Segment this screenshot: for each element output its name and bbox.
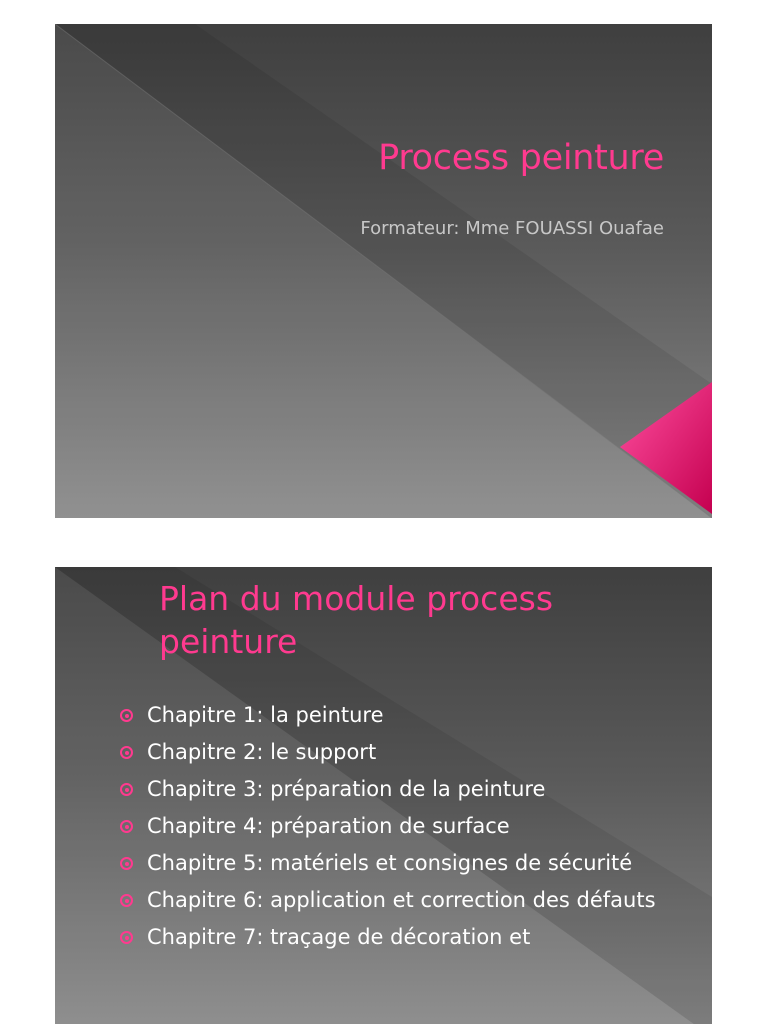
list-item-text: Chapitre 4: préparation de surface: [147, 814, 510, 838]
list-item: [113, 811, 703, 841]
list-item: [113, 922, 703, 952]
circle-bullet-icon: [120, 820, 133, 833]
circle-bullet-icon: [120, 894, 133, 907]
chapter-list: [113, 700, 703, 959]
slide-subtitle: Formateur: Mme FOUASSI Ouafae: [360, 218, 664, 239]
list-item-text: Chapitre 7: traçage de décoration et: [147, 925, 531, 949]
list-item-text: Chapitre 2: le support: [147, 740, 377, 764]
list-item-text: Chapitre 5: matériels et consignes de sécurité: [147, 851, 633, 875]
slide-background: [55, 24, 712, 518]
list-item: [113, 885, 703, 915]
outline-slide: [55, 567, 712, 1024]
list-item-text: Chapitre 3: préparation de la peinture: [147, 777, 546, 801]
slide-title: Plan du module process peinture: [159, 579, 554, 661]
circle-bullet-icon: [120, 857, 133, 870]
list-item: [113, 774, 703, 804]
list-item-text: Chapitre 6: application et correction des défauts: [147, 888, 656, 912]
circle-bullet-icon: [120, 746, 133, 759]
circle-bullet-icon: [120, 931, 133, 944]
slide-title: Process peinture: [378, 138, 664, 178]
list-item: [113, 737, 703, 767]
list-item: [113, 848, 703, 878]
list-item-text: Chapitre 1: la peinture: [147, 703, 384, 727]
circle-bullet-icon: [120, 783, 133, 796]
title-slide: [55, 24, 712, 518]
list-item: [113, 700, 703, 730]
circle-bullet-icon: [120, 709, 133, 722]
